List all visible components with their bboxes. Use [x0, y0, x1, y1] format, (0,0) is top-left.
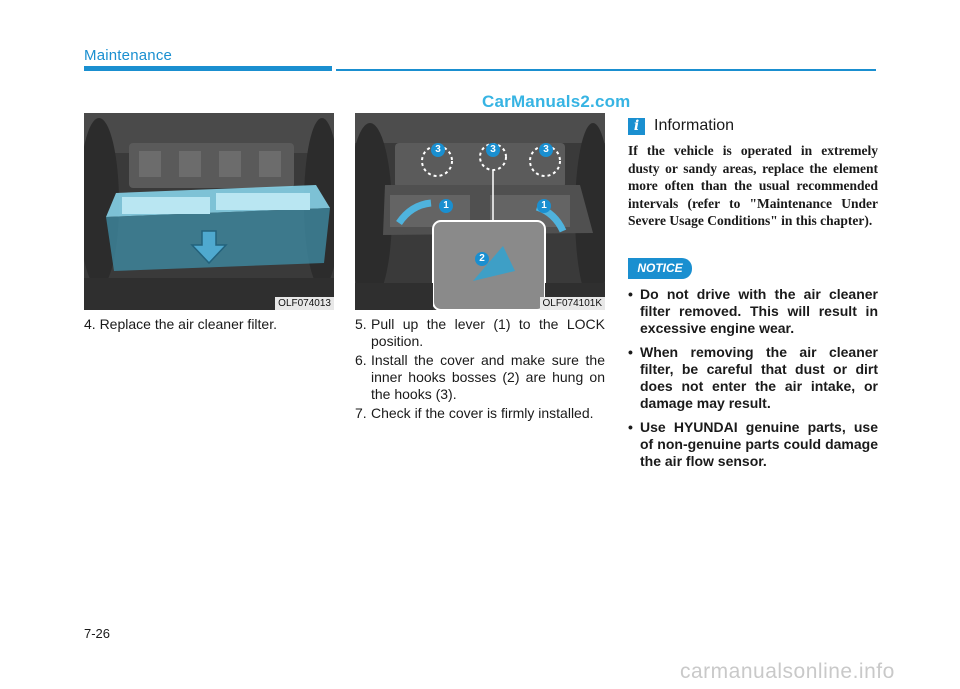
notice-text: Use HYUNDAI genuine parts, use of non-genuine parts could damage the air flow sensor. [640, 419, 878, 469]
marker-3-center: 3 [486, 143, 500, 157]
step-4-caption: 4. Replace the air cleaner filter. [84, 316, 277, 332]
notice-list [628, 286, 878, 477]
figure-code: OLF074101K [540, 297, 606, 310]
figure-code: OLF074013 [275, 297, 334, 310]
marker-3-left: 3 [431, 143, 445, 157]
notice-badge: NOTICE [628, 258, 692, 279]
watermark-link[interactable]: CarManuals2.com [482, 92, 631, 111]
notice-item [628, 419, 878, 470]
information-heading [628, 116, 734, 136]
watermark-footer-link[interactable]: carmanualsonline.info [680, 660, 895, 683]
notice-text: When removing the air cleaner filter, be careful that dust or dirt does not enter the air intake, or damage may result. [640, 344, 878, 411]
marker-2: 2 [475, 252, 489, 266]
step-item [355, 405, 605, 422]
information-title: Information [654, 117, 735, 134]
step-text: Pull up the lever (1) to the LOCK position. [371, 316, 605, 349]
engine-bay-illustration [84, 113, 334, 310]
step-item [355, 316, 605, 350]
page-number: 7-26 [84, 626, 111, 641]
step-number: 6. [355, 352, 367, 368]
step-number: 5. [355, 316, 367, 332]
bullet-icon: • [628, 286, 633, 302]
step-number: 7. [355, 405, 367, 421]
bullet-icon: • [628, 344, 633, 360]
bullet-icon: • [628, 419, 633, 435]
info-icon: i [628, 118, 645, 135]
step-text: Install the cover and make sure the inner hooks bosses (2) are hung on the hooks (3). [371, 352, 605, 402]
notice-text: Do not drive with the air cleaner filter removed. This will result in excessive engine wear. [640, 286, 878, 336]
figure-install-cover [355, 113, 605, 310]
air-cleaner-cover-illustration [355, 113, 605, 310]
section-title: Maintenance [84, 47, 173, 64]
notice-item [628, 286, 878, 337]
figure-replace-filter [84, 113, 334, 310]
marker-3-right: 3 [539, 143, 553, 157]
marker-1-left: 1 [439, 199, 453, 213]
step-item [355, 352, 605, 403]
header-rule-thick [84, 66, 332, 71]
header-rule-thin [336, 69, 876, 71]
information-body: If the vehicle is operated in extremely dusty or sandy areas, replace the element more often than the usual recommended intervals (refer to "Maintenance Under Severe Usage Conditions" in this chapter). [628, 143, 878, 228]
notice-item [628, 344, 878, 412]
marker-1-right: 1 [537, 199, 551, 213]
step-text: Check if the cover is firmly installed. [371, 405, 594, 421]
